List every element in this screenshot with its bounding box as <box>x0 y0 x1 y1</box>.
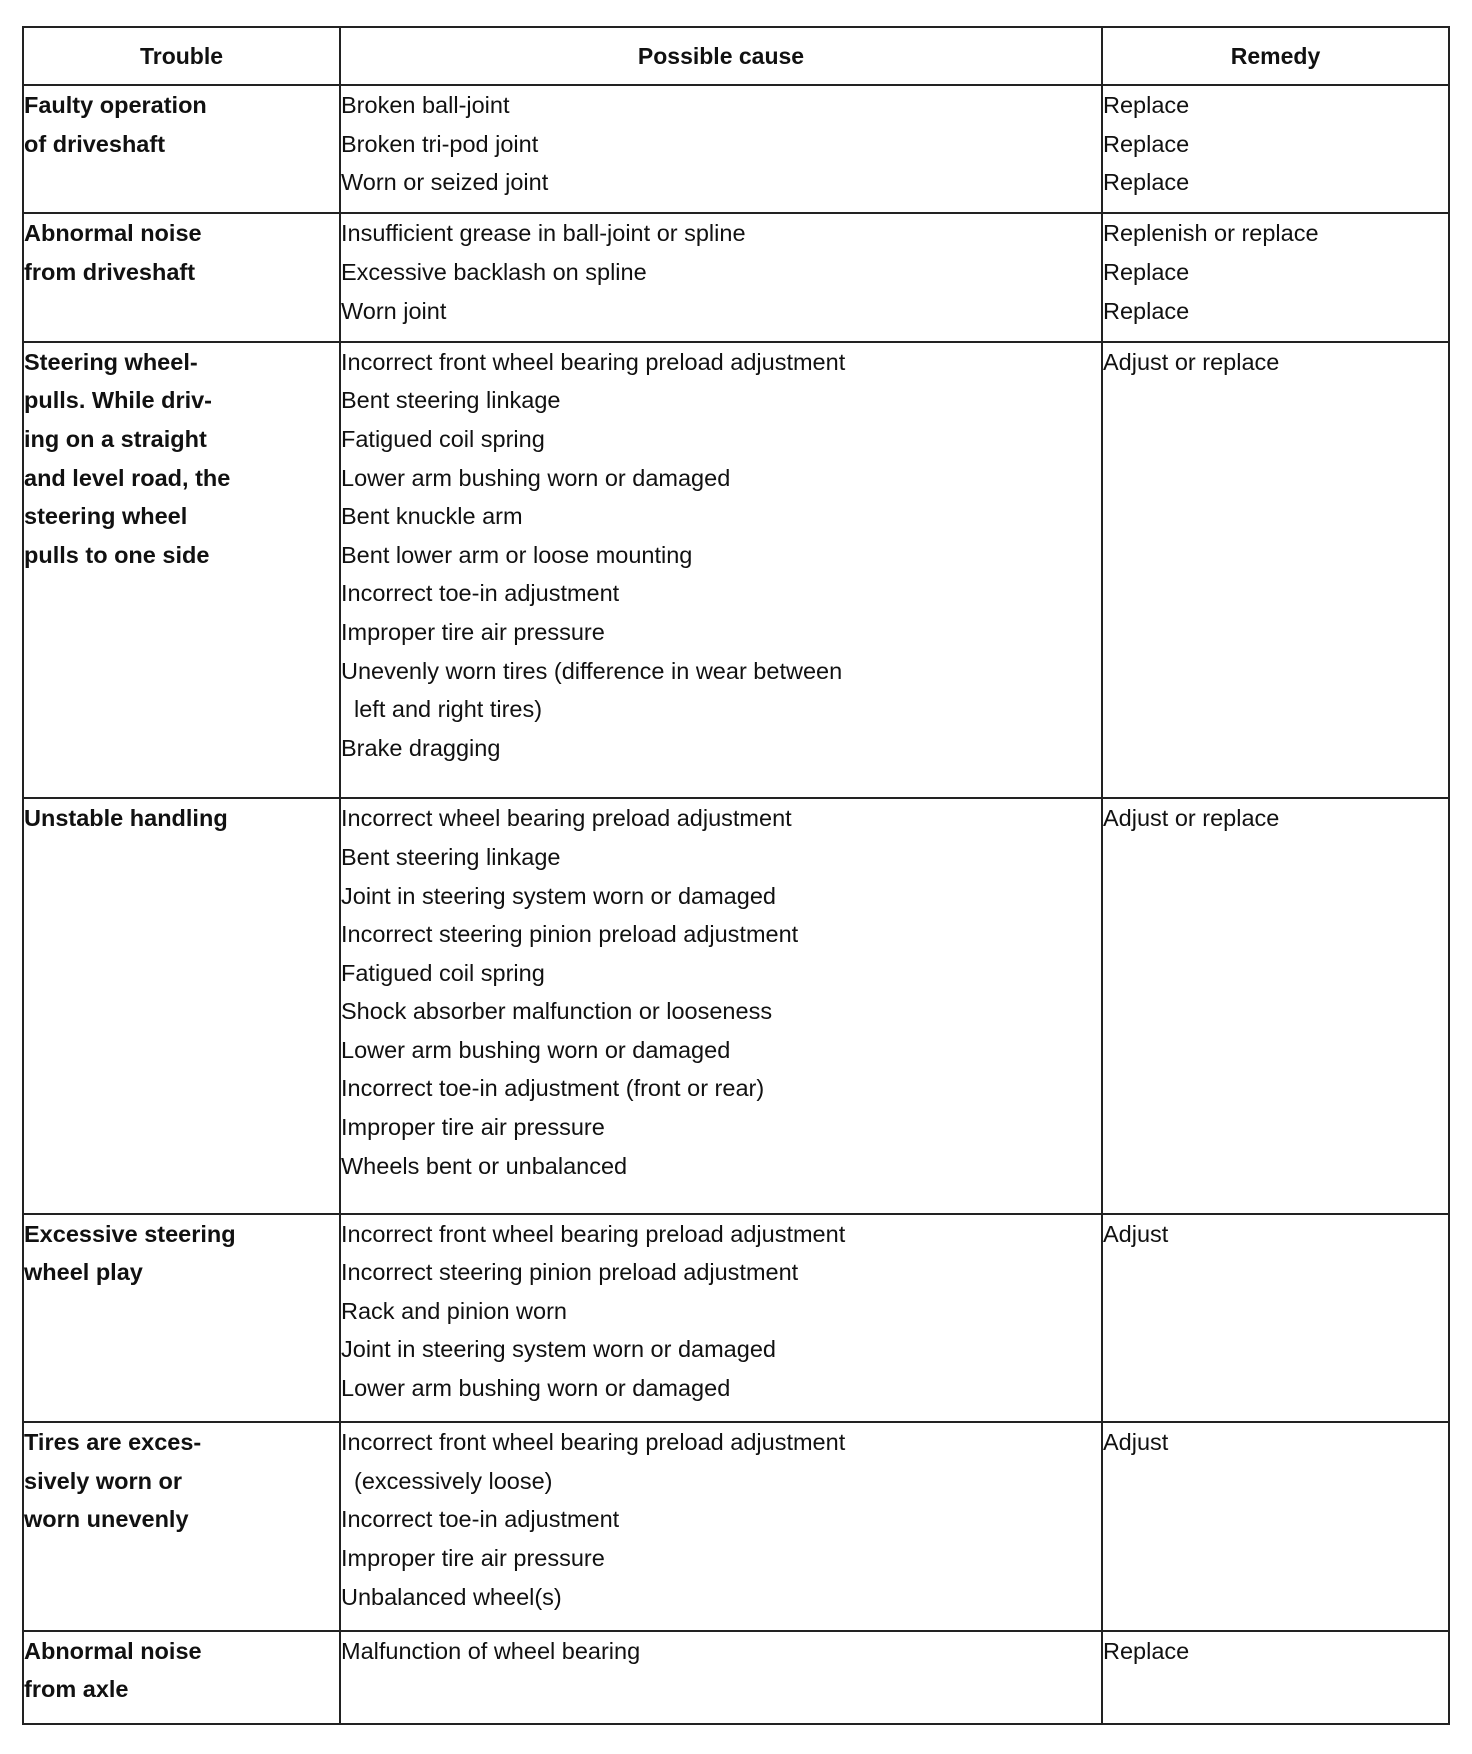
remedy-item: Adjust or replace <box>1103 348 1280 375</box>
cause-item: left and right tires) <box>354 696 543 723</box>
cause-cell <box>340 1631 1102 1724</box>
remedy-cell <box>1102 798 1449 1213</box>
cause-item: Incorrect front wheel bearing preload adjustment <box>341 348 846 375</box>
trouble-cell <box>23 798 340 1213</box>
cause-item: Joint in steering system worn or damaged <box>341 1336 776 1363</box>
remedy-cell <box>1102 1631 1449 1724</box>
remedy-item: Replace <box>1103 259 1190 286</box>
trouble-text: sively worn or <box>24 1467 183 1494</box>
remedy-item: Replace <box>1103 169 1190 196</box>
trouble-text: pulls. While driv- <box>24 387 213 414</box>
remedy-item: Replace <box>1103 130 1190 157</box>
remedy-cell <box>1102 213 1449 341</box>
cause-item: Broken tri-pod joint <box>341 130 539 157</box>
trouble-text: Excessive steering <box>24 1220 236 1247</box>
remedy-item: Replace <box>1103 297 1190 324</box>
cause-item: Lower arm bushing worn or damaged <box>341 1036 731 1063</box>
cause-item: (excessively loose) <box>354 1467 553 1494</box>
cause-item: Rack and pinion worn <box>341 1297 567 1324</box>
cause-cell <box>340 1214 1102 1423</box>
cause-item: Malfunction of wheel bearing <box>341 1637 641 1664</box>
table-row <box>23 1422 1449 1631</box>
cause-item: Bent lower arm or loose mounting <box>341 541 693 568</box>
cause-item: Lower arm bushing worn or damaged <box>341 1374 731 1401</box>
trouble-text: Faulty operation <box>24 92 207 118</box>
cause-item: Wheels bent or unbalanced <box>341 1152 628 1179</box>
header-trouble: Trouble <box>23 27 340 85</box>
cause-item: Bent steering linkage <box>341 387 561 414</box>
cause-cell <box>340 213 1102 341</box>
trouble-cell <box>23 1631 340 1724</box>
trouble-text: Tires are exces- <box>24 1429 202 1456</box>
trouble-text: and level road, the <box>24 464 231 491</box>
trouble-text: ing on a straight <box>24 426 207 453</box>
trouble-text: wheel play <box>24 1259 143 1286</box>
cause-cell <box>340 1422 1102 1631</box>
trouble-text: worn unevenly <box>24 1506 189 1533</box>
cause-item: Excessive backlash on spline <box>341 259 647 286</box>
cause-item: Worn or seized joint <box>341 169 549 196</box>
remedy-item: Adjust <box>1103 1220 1169 1247</box>
cause-cell <box>340 85 1102 213</box>
remedy-item: Adjust <box>1103 1429 1169 1456</box>
table-row <box>23 85 1449 213</box>
cause-item: Incorrect toe-in adjustment <box>341 1506 620 1533</box>
table-row <box>23 342 1449 798</box>
cause-cell <box>340 342 1102 798</box>
header-remedy: Remedy <box>1102 27 1449 85</box>
trouble-text: steering wheel <box>24 503 188 530</box>
cause-item: Incorrect wheel bearing preload adjustment <box>341 805 792 832</box>
cause-item: Fatigued coil spring <box>341 426 545 453</box>
trouble-text: Abnormal noise <box>24 220 202 247</box>
trouble-cell <box>23 1214 340 1423</box>
cause-item: Bent steering linkage <box>341 843 561 870</box>
header-possible-cause: Possible cause <box>340 27 1102 85</box>
remedy-item: Replace <box>1103 1637 1190 1664</box>
trouble-text: Abnormal noise <box>24 1637 202 1664</box>
header-row <box>23 27 1449 85</box>
trouble-text: Unstable handling <box>24 805 228 832</box>
cause-item: Bent knuckle arm <box>341 503 523 530</box>
trouble-text: from driveshaft <box>24 259 196 286</box>
trouble-text: from axle <box>24 1676 129 1703</box>
cause-item: Worn joint <box>341 297 447 324</box>
cause-item: Fatigued coil spring <box>341 959 545 986</box>
cause-cell <box>340 798 1102 1213</box>
cause-item: Shock absorber malfunction or looseness <box>341 998 773 1025</box>
cause-item: Incorrect toe-in adjustment (front or rear) <box>341 1075 765 1102</box>
cause-item: Insufficient grease in ball-joint or spline <box>341 220 746 247</box>
table-row <box>23 798 1449 1213</box>
trouble-cell <box>23 1422 340 1631</box>
cause-item: Improper tire air pressure <box>341 619 605 645</box>
trouble-cell <box>23 342 340 798</box>
trouble-cell <box>23 85 340 213</box>
troubleshooting-table <box>22 26 1450 1725</box>
cause-item: Improper tire air pressure <box>341 1114 605 1141</box>
cause-item: Incorrect front wheel bearing preload adjustment <box>341 1429 846 1456</box>
cause-item: Incorrect steering pinion preload adjustment <box>341 921 799 948</box>
remedy-item: Adjust or replace <box>1103 805 1280 832</box>
remedy-cell <box>1102 1422 1449 1631</box>
table-row <box>23 1214 1449 1423</box>
trouble-cell <box>23 213 340 341</box>
cause-item: Improper tire air pressure <box>341 1544 605 1571</box>
remedy-cell <box>1102 1214 1449 1423</box>
remedy-cell <box>1102 342 1449 798</box>
trouble-text: pulls to one side <box>24 541 210 568</box>
cause-item: Broken ball-joint <box>341 92 510 118</box>
remedy-cell <box>1102 85 1449 213</box>
table-row <box>23 213 1449 341</box>
trouble-text: Steering wheel- <box>24 348 198 375</box>
cause-item: Brake dragging <box>341 734 501 761</box>
cause-item: Unevenly worn tires (difference in wear between <box>341 657 843 684</box>
table-row <box>23 1631 1449 1724</box>
cause-item: Incorrect front wheel bearing preload adjustment <box>341 1220 846 1247</box>
cause-item: Unbalanced wheel(s) <box>341 1583 562 1610</box>
cause-item: Joint in steering system worn or damaged <box>341 882 776 909</box>
trouble-text: of driveshaft <box>24 130 166 157</box>
cause-item: Incorrect steering pinion preload adjustment <box>341 1259 799 1286</box>
cause-item: Incorrect toe-in adjustment <box>341 580 620 607</box>
remedy-item: Replace <box>1103 92 1190 118</box>
remedy-item: Replenish or replace <box>1103 220 1319 247</box>
cause-item: Lower arm bushing worn or damaged <box>341 464 731 491</box>
